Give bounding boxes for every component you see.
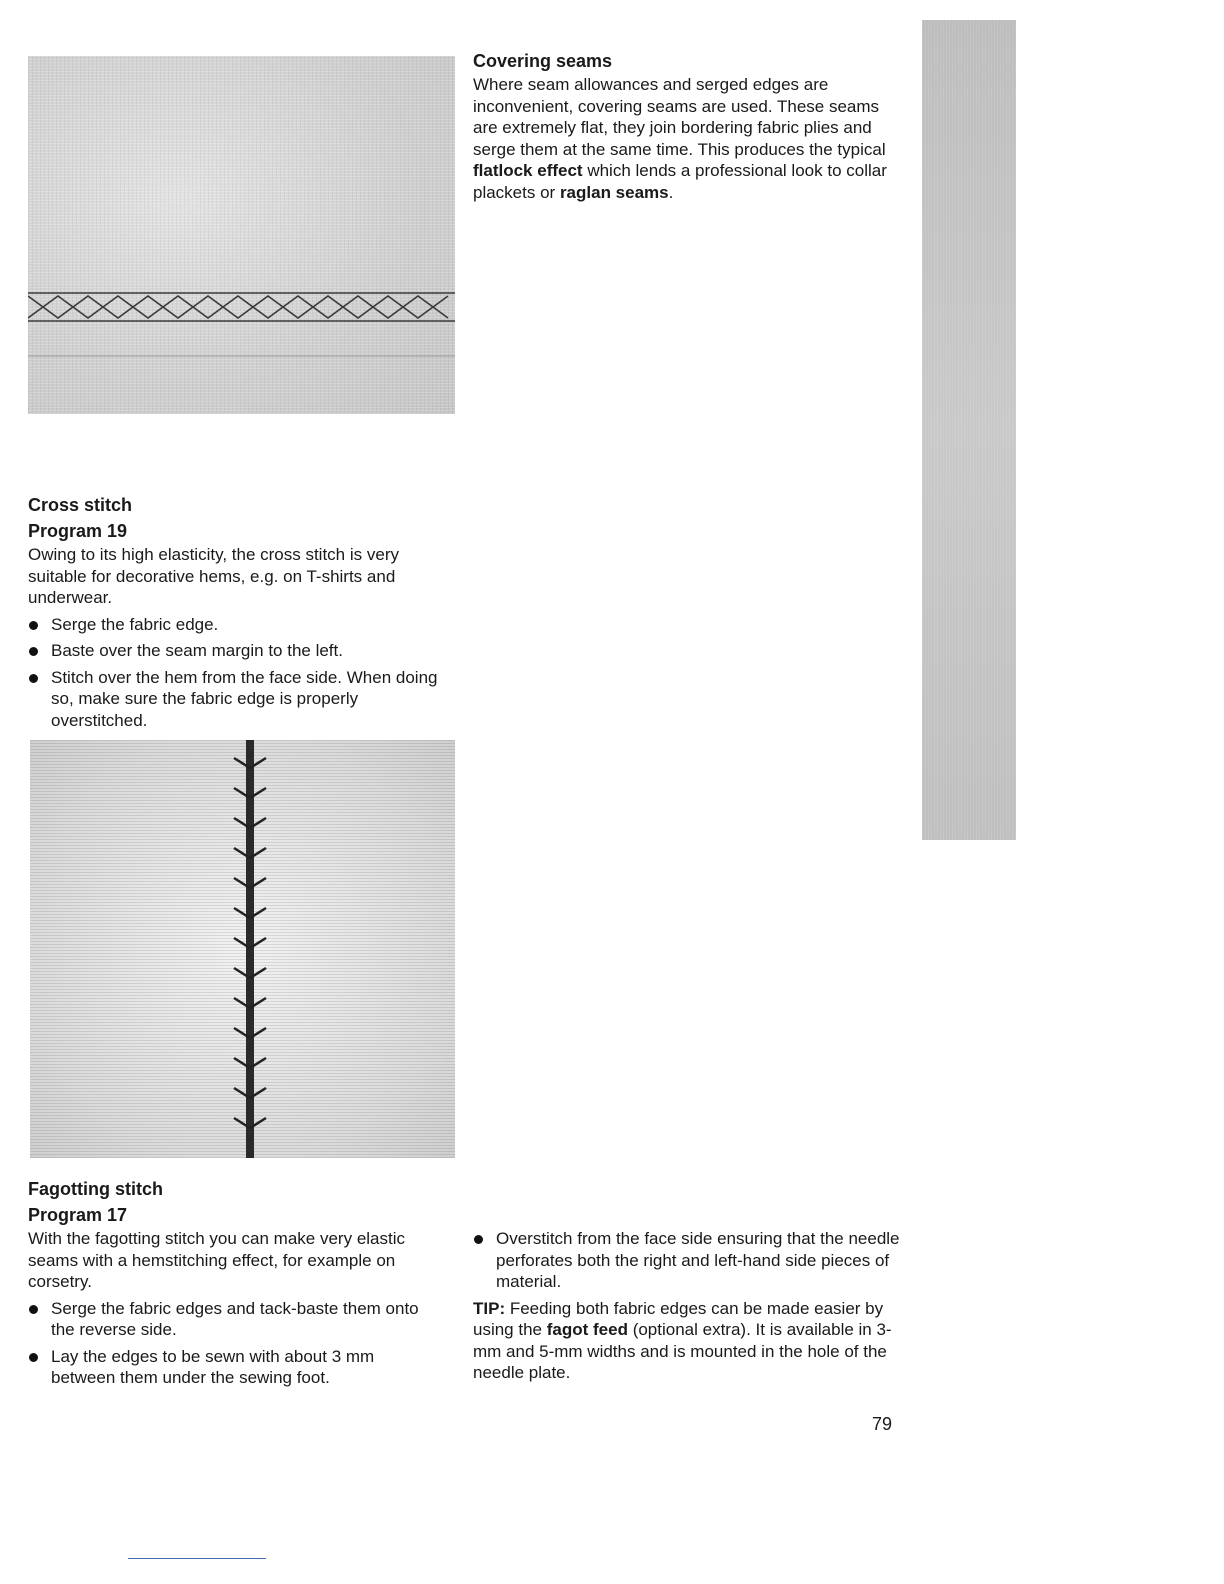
list-item: Lay the edges to be sewn with about 3 mm between them under the sewing foot. [28, 1346, 438, 1389]
covering-seams-text [473, 74, 901, 203]
fagotting-stitch-heading: Fagotting stitch [28, 1179, 163, 1199]
fagotting-stitch-continued [473, 1228, 901, 1384]
cross-stitch-photo [28, 56, 455, 414]
tip-label: TIP: [473, 1298, 506, 1318]
cross-stitch-section [28, 492, 458, 736]
covering-text-part: Where seam allowances and serged edges are inconvenient, covering seams are used. These seams are extremely flat, they join bordering fabric plies and serge them at the same time. This produces the typical [473, 75, 886, 159]
fagotting-stitch-program: Program 17 [28, 1205, 128, 1225]
covering-text-part: which lends a professional look to collar plackets or [473, 161, 887, 202]
fagotting-stitch-photo [30, 740, 455, 1158]
cross-stitch-row-graphic [28, 56, 455, 414]
side-tab-strip [922, 20, 1016, 840]
bottom-rule [128, 1558, 266, 1559]
covering-seams-section [473, 48, 901, 203]
fagotting-stitch-section [28, 1176, 438, 1394]
fagotting-stitch-intro: With the fagotting stitch you can make very elastic seams with a hemstitching effect, for example on corsetry. [28, 1229, 406, 1291]
list-item: Stitch over the hem from the face side. When doing so, make sure the fabric edge is properly overstitched. [28, 667, 458, 732]
page-number: 79 [872, 1414, 893, 1434]
list-item: Serge the fabric edges and tack-baste them onto the reverse side. [28, 1298, 438, 1341]
list-item: Overstitch from the face side ensuring that the needle perforates both the right and left-hand side pieces of material. [473, 1228, 901, 1293]
covering-text-part: . [668, 182, 674, 202]
raglan-seams-term: raglan seams [559, 182, 669, 202]
fagotting-seam-graphic [30, 740, 455, 1158]
cross-stitch-intro: Owing to its high elasticity, the cross stitch is very suitable for decorative hems, e.g. on T-shirts and underwear. [28, 545, 399, 607]
cross-stitch-heading: Cross stitch [28, 495, 133, 515]
tip-paragraph [473, 1298, 901, 1384]
flatlock-effect-term: flatlock effect [473, 161, 583, 180]
tip-text-part: (optional extra). It is available in 3-mm and 5-mm widths and is mounted in the hole of the needle plate. [473, 1320, 892, 1382]
covering-seams-heading: Covering seams [473, 51, 613, 71]
list-item: Baste over the seam margin to the left. [28, 640, 458, 662]
fagot-feed-term: fagot feed [546, 1320, 628, 1339]
tip-text-part: Feeding both fabric edges can be made easier by using the [473, 1298, 884, 1339]
list-item: Serge the fabric edge. [28, 614, 458, 636]
cross-stitch-program: Program 19 [28, 521, 128, 541]
